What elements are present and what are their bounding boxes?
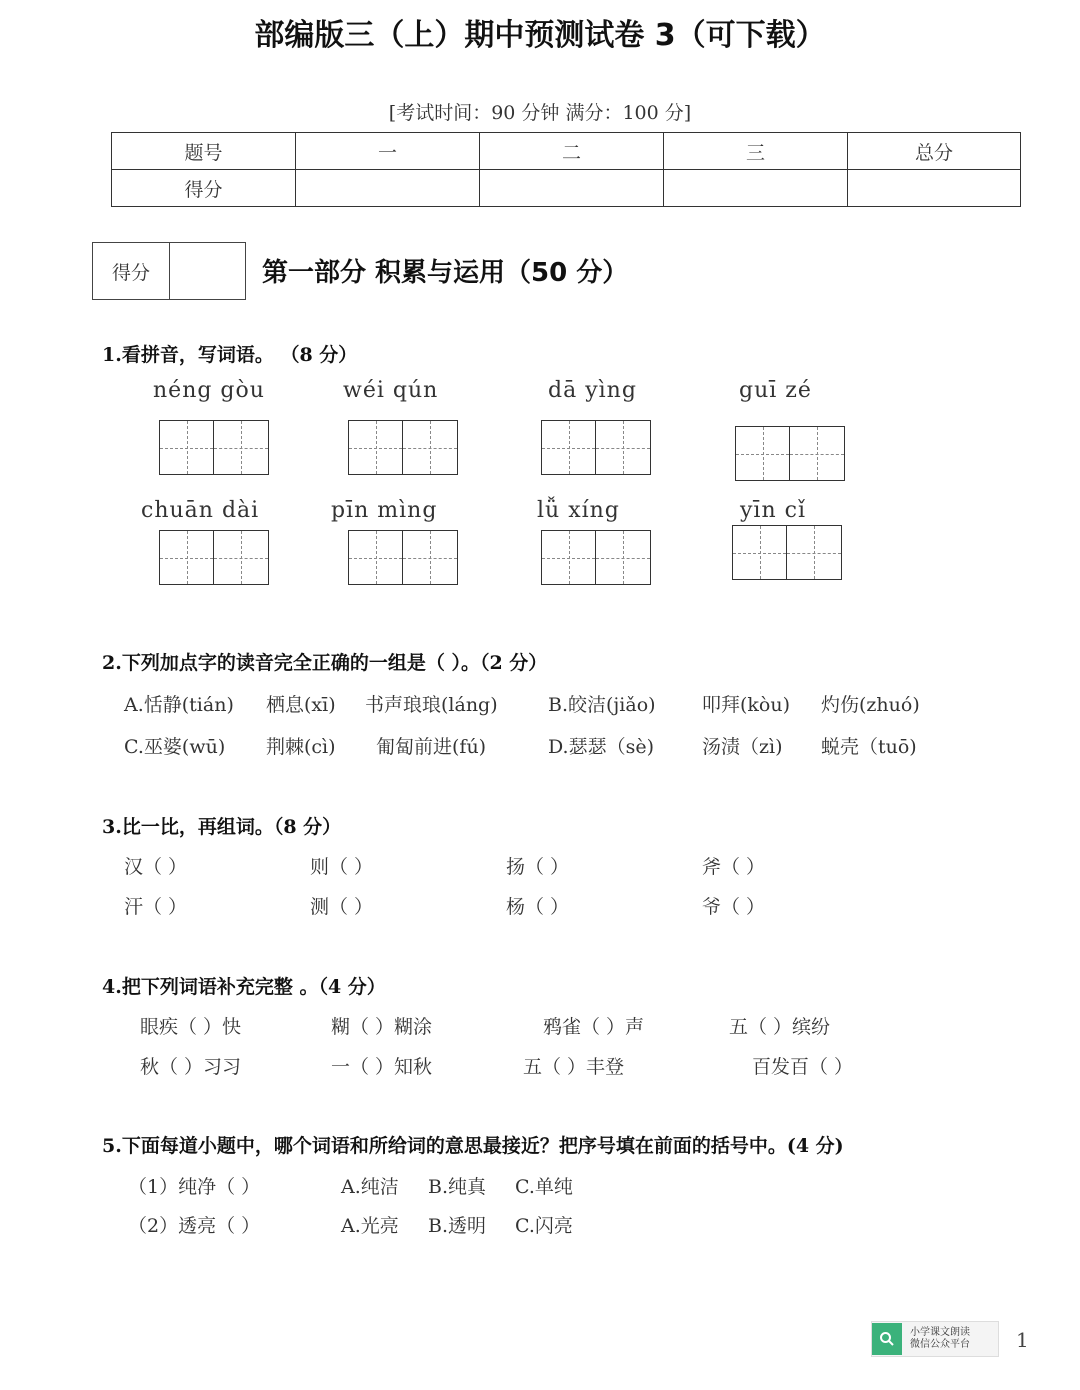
question-1-title: 1.看拼音，写词语。 （8 分） xyxy=(102,344,358,366)
idiom-item[interactable]: 百发百（ ） xyxy=(752,1056,854,1078)
idiom-item[interactable]: 一（ ）知秋 xyxy=(331,1056,433,1078)
section-score-box xyxy=(92,242,246,300)
section-title: 第一部分 积累与运用（50 分） xyxy=(262,258,629,288)
pinyin-label: wéi qún xyxy=(343,378,439,403)
watermark-line: 微信公众平台 xyxy=(910,1339,970,1350)
pinyin-label: guī zé xyxy=(739,378,812,403)
idiom-item[interactable]: 五（ ）丰登 xyxy=(523,1056,625,1078)
synonym-stem[interactable]: （2）透亮（ ） xyxy=(128,1215,261,1237)
search-icon xyxy=(872,1323,902,1355)
score-box-field[interactable] xyxy=(170,243,245,299)
compare-item[interactable]: 斧（ ） xyxy=(702,856,766,878)
score-cell[interactable] xyxy=(664,170,848,207)
synonym-option: A.纯洁 xyxy=(341,1176,399,1198)
compare-item[interactable]: 爷（ ） xyxy=(702,896,766,918)
question-4-title: 4.把下列词语补充完整 。（4 分） xyxy=(102,976,386,998)
idiom-item[interactable]: 鸦雀（ ）声 xyxy=(543,1016,645,1038)
score-cell[interactable] xyxy=(848,170,1021,207)
option-c-word: 荆棘(cì) xyxy=(266,736,336,758)
option-a-word: A.恬静(tián) xyxy=(124,694,234,716)
option-c-word: 匍匐前进(fú) xyxy=(376,736,487,758)
wechat-watermark xyxy=(871,1321,999,1357)
writing-grid[interactable] xyxy=(159,420,269,475)
question-2-title: 2.下列加点字的读音完全正确的一组是（ ）。（2 分） xyxy=(102,652,548,674)
idiom-item[interactable]: 五（ ）缤纷 xyxy=(729,1016,831,1038)
exam-info: [考试时间：90 分钟 满分：100 分] xyxy=(388,102,692,124)
question-5-title: 5.下面每道小题中，哪个词语和所给词的意思最接近？把序号填在前面的括号中。(4 分) xyxy=(102,1135,844,1157)
score-box-label: 得分 xyxy=(93,243,170,299)
idiom-item[interactable]: 眼疾（ ）快 xyxy=(140,1016,242,1038)
compare-item[interactable]: 扬（ ） xyxy=(506,856,570,878)
synonym-stem[interactable]: （1）纯净（ ） xyxy=(128,1176,261,1198)
pinyin-label: chuān dài xyxy=(141,498,260,523)
idiom-item[interactable]: 糊（ ）糊涂 xyxy=(331,1016,433,1038)
compare-item[interactable]: 杨（ ） xyxy=(506,896,570,918)
synonym-option: C.闪亮 xyxy=(515,1215,573,1237)
pinyin-label: néng gòu xyxy=(153,378,265,403)
writing-grid[interactable] xyxy=(159,530,269,585)
option-a-word: 书声琅琅(láng) xyxy=(365,694,498,716)
option-d-word: 汤渍（zì) xyxy=(702,736,783,758)
compare-item[interactable]: 汗（ ） xyxy=(124,896,188,918)
score-table xyxy=(111,132,1021,207)
synonym-option: A.光亮 xyxy=(341,1215,399,1237)
option-c-word: C.巫婆(wū) xyxy=(124,736,226,758)
compare-item[interactable]: 测（ ） xyxy=(310,896,374,918)
pinyin-label: pīn mìng xyxy=(331,498,438,523)
pinyin-label: yīn cǐ xyxy=(740,498,806,523)
score-cell[interactable] xyxy=(296,170,480,207)
compare-item[interactable]: 则（ ） xyxy=(310,856,374,878)
table-header-cell: 总分 xyxy=(848,133,1021,170)
option-a-word: 栖息(xī) xyxy=(266,694,336,716)
option-d-word: 蜕壳（tuō) xyxy=(821,736,917,758)
option-b-word: 叩拜(kòu) xyxy=(702,694,791,716)
writing-grid[interactable] xyxy=(541,420,651,475)
writing-grid[interactable] xyxy=(541,530,651,585)
option-b-word: 灼伤(zhuó) xyxy=(821,694,920,716)
synonym-option: C.单纯 xyxy=(515,1176,573,1198)
table-row-label: 得分 xyxy=(112,170,296,207)
table-row xyxy=(112,133,1021,170)
synonym-option: B.纯真 xyxy=(428,1176,487,1198)
table-row xyxy=(112,170,1021,207)
page-title: 部编版三（上）期中预测试卷 3（可下载） xyxy=(254,18,826,53)
writing-grid[interactable] xyxy=(348,530,458,585)
question-3-title: 3.比一比，再组词。（8 分） xyxy=(102,816,342,838)
score-cell[interactable] xyxy=(480,170,664,207)
watermark-line: 小学课文朗读 xyxy=(910,1327,970,1338)
idiom-item[interactable]: 秋（ ）习习 xyxy=(140,1056,242,1078)
writing-grid[interactable] xyxy=(348,420,458,475)
writing-grid[interactable] xyxy=(735,426,845,481)
synonym-option: B.透明 xyxy=(428,1215,487,1237)
pinyin-label: dā yìng xyxy=(548,378,637,403)
option-b-word: B.皎洁(jiǎo) xyxy=(548,694,656,716)
table-header-cell: 题号 xyxy=(112,133,296,170)
writing-grid[interactable] xyxy=(732,525,842,580)
page-number: 1 xyxy=(1016,1328,1029,1352)
table-header-cell: 二 xyxy=(480,133,664,170)
table-header-cell: 三 xyxy=(664,133,848,170)
pinyin-label: lǚ xíng xyxy=(537,498,620,523)
compare-item[interactable]: 汉（ ） xyxy=(124,856,188,878)
table-header-cell: 一 xyxy=(296,133,480,170)
option-d-word: D.瑟瑟（sè) xyxy=(548,736,655,758)
